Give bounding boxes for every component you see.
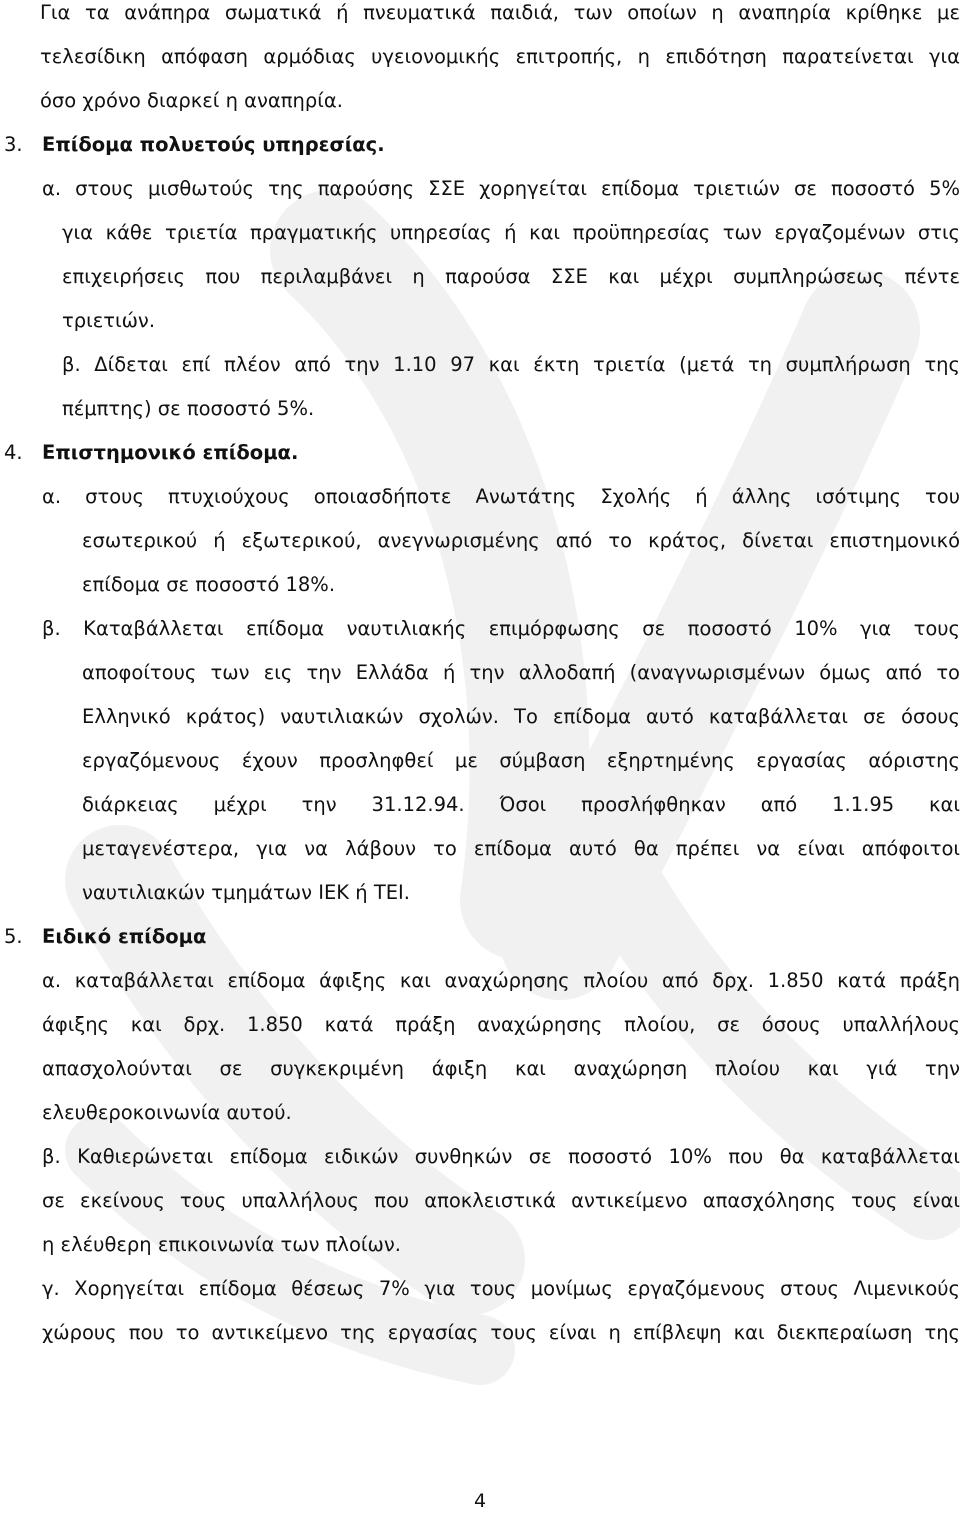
- text-line: όσο χρόνο διαρκεί η αναπηρία.: [40, 89, 343, 112]
- text-line: αποφοίτους των εις την Ελλάδα ή την αλλοδαπή (αναγνωρισμένων όμως από το: [82, 661, 960, 684]
- text-line: τελεσίδικη απόφαση αρμόδιας υγειονομικής επιτροπής, η επιδότηση παρατείνεται για: [40, 45, 960, 68]
- text-line: γ. Χορηγείται επίδομα θέσεως 7% για τους μονίμως εργαζόμενους στους Λιμενικούς: [42, 1277, 960, 1300]
- section-number: 4.: [4, 441, 23, 464]
- text-line: εργαζόμενους έχουν προσληφθεί με σύμβαση εξηρτημένης εργασίας αόριστης: [82, 749, 960, 772]
- text-line: σε εκείνους τους υπαλλήλους που αποκλειστικά αντικείμενο απασχόλησης τους είναι: [42, 1189, 960, 1212]
- text-line: Ελληνικό κράτος) ναυτιλιακών σχολών. Το επίδομα αυτό καταβάλλεται σε όσους: [82, 705, 960, 728]
- text-line: απασχολούνται σε συγκεκριμένη άφιξη και αναχώρηση πλοίου και γιά την: [42, 1057, 960, 1080]
- text-line: μεταγενέστερα, για να λάβουν το επίδομα αυτό θα πρέπει να είναι απόφοιτοι: [82, 837, 960, 860]
- page-number: 4: [473, 1490, 487, 1512]
- text-line: για κάθε τριετία πραγματικής υπηρεσίας ή και προϋπηρεσίας των εργαζομένων στις: [62, 221, 960, 244]
- section-number: 3.: [4, 133, 23, 156]
- section-heading: Επιστημονικό επίδομα.: [42, 441, 299, 464]
- text-line: εσωτερικού ή εξωτερικού, ανεγνωρισμένης από το κράτος, δίνεται επιστημονικό: [82, 529, 960, 552]
- section-heading: Επίδομα πολυετούς υπηρεσίας.: [42, 133, 385, 156]
- text-line: α. στους πτυχιούχους οποιασδήποτε Ανωτάτης Σχολής ή άλλης ισότιμης του: [42, 485, 960, 508]
- section-heading: Ειδικό επίδομα: [42, 925, 207, 948]
- text-line: α. στους μισθωτούς της παρούσης ΣΣΕ χορηγείται επίδομα τριετιών σε ποσοστό 5%: [42, 177, 960, 200]
- text-line: β. Δίδεται επί πλέον από την 1.10 97 και έκτη τριετία (μετά τη συμπλήρωση της: [62, 353, 960, 376]
- text-line: β. Καταβάλλεται επίδομα ναυτιλιακής επιμόρφωσης σε ποσοστό 10% για τους: [42, 617, 960, 640]
- text-line: ναυτιλιακών τμημάτων ΙΕΚ ή ΤΕΙ.: [82, 881, 410, 904]
- text-line: τριετιών.: [62, 309, 156, 332]
- text-line: ελευθεροκοινωνία αυτού.: [42, 1101, 292, 1124]
- section-number: 5.: [4, 925, 23, 948]
- text-line: επίδομα σε ποσοστό 18%.: [82, 573, 336, 596]
- text-line: χώρους που το αντικείμενο της εργασίας τους είναι η επίβλεψη και διεκπεραίωση της: [42, 1321, 960, 1344]
- text-line: άφιξης και δρχ. 1.850 κατά πράξη αναχώρησης πλοίου, σε όσους υπαλλήλους: [42, 1013, 960, 1036]
- text-line: Για τα ανάπηρα σωματικά ή πνευματικά παιδιά, των οποίων η αναπηρία κρίθηκε με: [40, 1, 960, 24]
- text-line: η ελέυθερη επικοινωνία των πλοίων.: [42, 1233, 401, 1256]
- text-line: β. Καθιερώνεται επίδομα ειδικών συνθηκών σε ποσοστό 10% που θα καταβάλλεται: [42, 1145, 960, 1168]
- text-line: πέμπτης) σε ποσοστό 5%.: [62, 397, 315, 420]
- text-line: επιχειρήσεις που περιλαμβάνει η παρούσα ΣΣΕ και μέχρι συμπληρώσεως πέντε: [62, 265, 960, 288]
- text-line: διάρκειας μέχρι την 31.12.94. Όσοι προσλήφθηκαν από 1.1.95 και: [82, 793, 960, 816]
- text-line: α. καταβάλλεται επίδομα άφιξης και αναχώρησης πλοίου από δρχ. 1.850 κατά πράξη: [42, 969, 960, 992]
